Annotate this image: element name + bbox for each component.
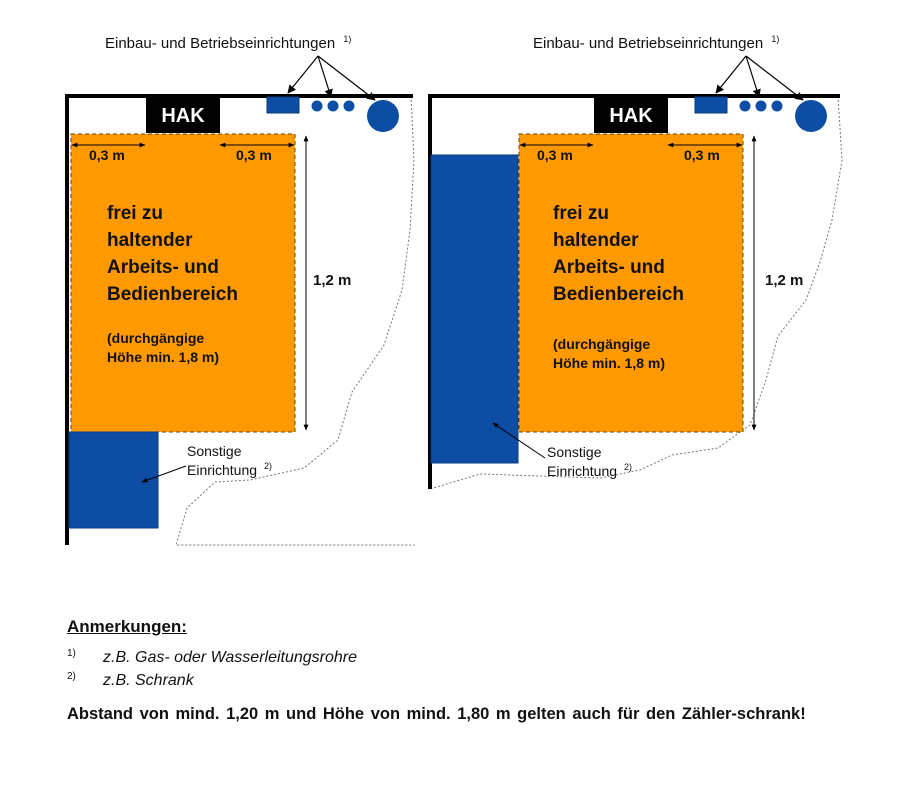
area-text-line: frei zu xyxy=(553,203,609,224)
other-label-line1: Sonstige xyxy=(547,444,602,460)
other-installation-box xyxy=(431,155,518,463)
notes-heading: Anmerkungen: xyxy=(67,617,187,636)
pipe-circle xyxy=(312,101,323,112)
diagram-left xyxy=(67,34,415,545)
notes-section xyxy=(67,617,857,725)
footnote-row xyxy=(67,647,857,670)
pipe-circle xyxy=(740,101,751,112)
footnote-text: z.B. Schrank xyxy=(103,672,194,689)
pipe-circle-large xyxy=(367,100,399,132)
area-text-line: Bedienbereich xyxy=(553,284,684,305)
area-text-line: haltender xyxy=(553,230,639,251)
pointer-arrow xyxy=(746,56,759,97)
installation-box xyxy=(267,97,299,113)
area-note-line: Höhe min. 1,8 m) xyxy=(107,349,220,365)
pipe-circle xyxy=(344,101,355,112)
area-note-line: Höhe min. 1,8 m) xyxy=(553,355,666,371)
footnote-number: 1) xyxy=(67,648,76,659)
hak-label: HAK xyxy=(161,105,205,127)
area-text-line: haltender xyxy=(107,230,193,251)
pointer-arrow xyxy=(318,56,375,100)
dim-label-vertical: 1,2 m xyxy=(765,272,804,289)
pipe-circle xyxy=(756,101,767,112)
dim-label-left: 0,3 m xyxy=(89,147,125,163)
pointer-arrow xyxy=(746,56,803,100)
pipe-circle xyxy=(328,101,339,112)
installations-label: Einbau- und Betriebseinrichtungen $^{1)}$ xyxy=(533,34,780,52)
pipe-circle-large xyxy=(795,100,827,132)
other-label-line2: Einrichtung $^{2)}$ xyxy=(547,462,632,479)
diagram-right xyxy=(428,34,842,489)
other-installation-box xyxy=(69,432,158,528)
final-remark: Abstand von mind. 1,20 m und Höhe von mind. 1,80 m gelten auch für den Zähler-schrank! xyxy=(67,705,806,723)
other-label-line2: Einrichtung $^{2)}$ xyxy=(187,461,272,478)
dim-label-right: 0,3 m xyxy=(684,147,720,163)
area-text-line: frei zu xyxy=(107,203,163,224)
pointer-arrow xyxy=(318,56,331,97)
installation-box xyxy=(695,97,727,113)
area-note-line: (durchgängige xyxy=(107,330,205,346)
work-area xyxy=(519,134,743,432)
work-area xyxy=(71,134,295,432)
area-text-line: Arbeits- und xyxy=(107,257,219,278)
dim-label-left: 0,3 m xyxy=(537,147,573,163)
dim-label-right: 0,3 m xyxy=(236,147,272,163)
pointer-arrow xyxy=(716,56,746,93)
hak-label: HAK xyxy=(609,105,653,127)
footnote-text: z.B. Gas- oder Wasserleitungsrohre xyxy=(103,649,358,666)
footnote-row xyxy=(67,670,857,693)
area-text-line: Arbeits- und xyxy=(553,257,665,278)
pipe-circle xyxy=(772,101,783,112)
pointer-arrow xyxy=(288,56,318,93)
area-note-line: (durchgängige xyxy=(553,336,651,352)
dim-label-vertical: 1,2 m xyxy=(313,272,352,289)
area-text-line: Bedienbereich xyxy=(107,284,238,305)
other-label-line1: Sonstige xyxy=(187,443,242,459)
installations-label: Einbau- und Betriebseinrichtungen $^{1)}$ xyxy=(105,34,352,52)
footnote-number: 2) xyxy=(67,671,76,682)
